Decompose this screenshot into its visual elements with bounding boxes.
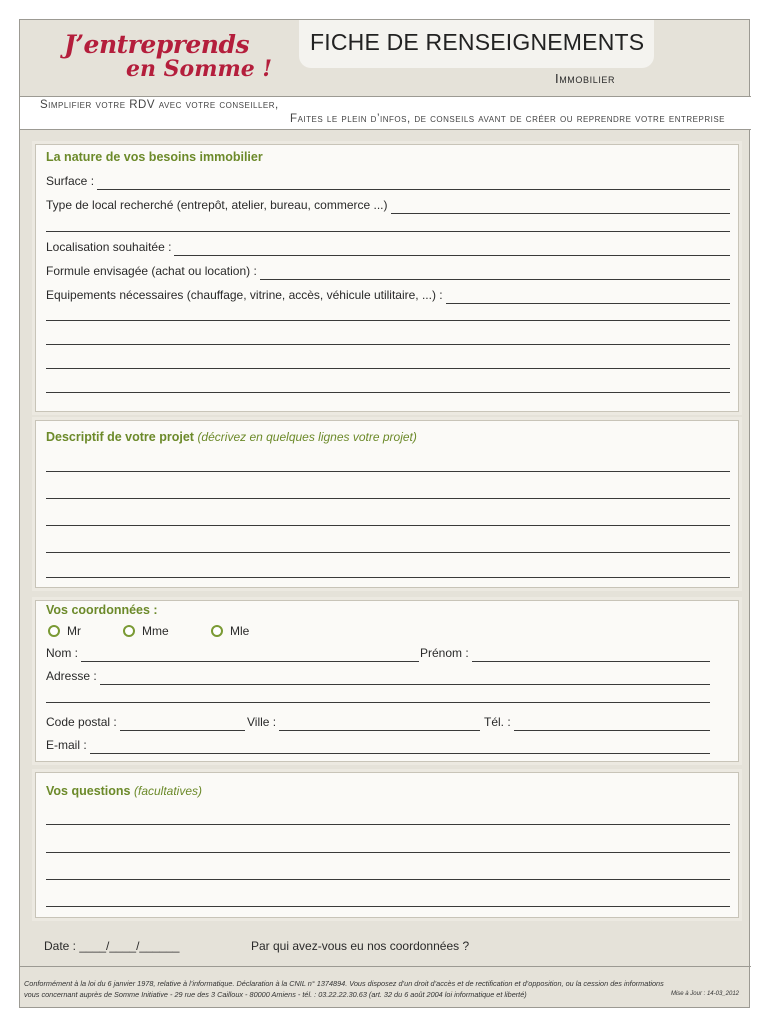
section-questions	[35, 772, 739, 918]
code-postal-field[interactable]	[46, 713, 245, 731]
email-line[interactable]	[90, 740, 710, 754]
projet-line-3[interactable]	[46, 525, 730, 526]
type-local-line-2[interactable]	[46, 231, 730, 232]
section-coordonnees-title: Vos coordonnées :	[46, 603, 158, 617]
tel-field[interactable]	[484, 713, 710, 731]
projet-line-4[interactable]	[46, 552, 730, 553]
projet-hint: (décrivez en quelques lignes votre projet)	[197, 430, 417, 444]
date-field[interactable]: Date : ____/____/______	[44, 939, 180, 953]
prenom-field[interactable]	[420, 644, 710, 662]
projet-line-2[interactable]	[46, 498, 730, 499]
radio-mle-label: Mle	[230, 624, 250, 638]
adresse-line-2[interactable]	[46, 702, 710, 703]
surface-line[interactable]	[97, 176, 730, 190]
radio-circle-icon[interactable]	[48, 625, 60, 637]
type-local-field[interactable]	[46, 196, 730, 214]
brand-logo	[64, 30, 272, 82]
radio-circle-icon[interactable]	[123, 625, 135, 637]
ville-line[interactable]	[279, 717, 480, 731]
section-besoins	[35, 144, 739, 412]
section-questions-title	[46, 784, 202, 798]
localisation-line[interactable]	[174, 242, 730, 256]
ville-label: Ville :	[247, 715, 277, 729]
radio-mr-label: Mr	[67, 624, 81, 638]
projet-title-text: Descriptif de votre projet	[46, 430, 194, 444]
section-besoins-title: La nature de vos besoins immobilier	[46, 150, 263, 164]
prenom-label: Prénom :	[420, 646, 469, 660]
email-field[interactable]	[46, 736, 710, 754]
questions-title-text: Vos questions	[46, 784, 131, 798]
questions-hint: (facultatives)	[134, 784, 203, 798]
email-label: E-mail :	[46, 738, 87, 752]
form-sheet	[19, 19, 750, 1008]
form-title: FICHE DE RENSEIGNEMENTS	[310, 29, 645, 55]
equipements-line-5[interactable]	[46, 392, 730, 393]
radio-circle-icon[interactable]	[211, 625, 223, 637]
formule-line[interactable]	[260, 266, 730, 280]
title-tab	[299, 20, 654, 68]
code-postal-line[interactable]	[120, 717, 245, 731]
intro-banner	[20, 96, 751, 130]
legal-line1: Conformément à la loi du 6 janvier 1978, relative à l’informatique. Déclaration à la CNIL n° 1374894. Vous disposez d’un droit d’accès et de rectification et d’opposition, ou la cession des informations	[24, 979, 664, 988]
header	[20, 20, 751, 96]
legal-line2: vous concernant auprès de Somme Initiative - 29 rue des 3 Cailloux - 80000 Amiens - tél. : 03.22.22.30.63 (art. 32 du 6 août 2004 loi informatique et liberté)	[24, 990, 527, 999]
nom-line[interactable]	[81, 648, 419, 662]
legal-footer	[20, 966, 751, 1009]
section-coordonnees	[35, 600, 739, 762]
localisation-label: Localisation souhaitée :	[46, 240, 172, 254]
code-postal-label: Code postal :	[46, 715, 117, 729]
formule-label: Formule envisagée (achat ou location) :	[46, 264, 257, 278]
type-local-label: Type de local recherché (entrepôt, atelier, bureau, commerce ...)	[46, 198, 388, 212]
intro-line1: Simplifier votre RDV avec votre conseiller,	[40, 99, 279, 111]
nom-label: Nom :	[46, 646, 79, 660]
adresse-field[interactable]	[46, 667, 710, 685]
equipements-line-3[interactable]	[46, 344, 730, 345]
radio-mme[interactable]	[123, 624, 169, 638]
projet-line-1[interactable]	[46, 471, 730, 472]
tel-label: Tél. :	[484, 715, 511, 729]
formule-field[interactable]	[46, 262, 730, 280]
radio-mle[interactable]	[211, 624, 249, 638]
prenom-line[interactable]	[472, 648, 710, 662]
ville-field[interactable]	[247, 713, 480, 731]
section-projet-title	[46, 430, 417, 444]
section-projet	[35, 420, 739, 588]
equipements-line-2[interactable]	[46, 320, 730, 321]
nom-field[interactable]	[46, 644, 419, 662]
brand-line2: en Somme !	[126, 56, 273, 82]
brand-line1: J’entreprends	[64, 30, 250, 59]
equipements-field[interactable]	[46, 286, 730, 304]
questions-line-4[interactable]	[46, 906, 730, 907]
questions-line-1[interactable]	[46, 824, 730, 825]
contact-source-question: Par qui avez-vous eu nos coordonnées ?	[251, 939, 470, 953]
type-local-line[interactable]	[391, 200, 730, 214]
equipements-line-4[interactable]	[46, 368, 730, 369]
surface-field[interactable]	[46, 172, 730, 190]
intro-line2: Faites le plein d’infos, de conseils avant de créer ou reprendre votre entreprise	[290, 113, 725, 125]
localisation-field[interactable]	[46, 238, 730, 256]
adresse-line[interactable]	[100, 671, 710, 685]
equipements-line[interactable]	[446, 290, 730, 304]
adresse-label: Adresse :	[46, 669, 97, 683]
questions-line-2[interactable]	[46, 852, 730, 853]
questions-line-3[interactable]	[46, 879, 730, 880]
form-subtitle: Immobilier	[555, 71, 616, 86]
version-stamp: Mise à Jour : 14-03_2012	[670, 991, 739, 997]
radio-mme-label: Mme	[142, 624, 169, 638]
surface-label: Surface :	[46, 174, 95, 188]
equipements-label: Equipements nécessaires (chauffage, vitrine, accès, véhicule utilitaire, ...) :	[46, 288, 443, 302]
tel-line[interactable]	[514, 717, 710, 731]
radio-mr[interactable]	[48, 624, 81, 638]
projet-line-5[interactable]	[46, 577, 730, 578]
